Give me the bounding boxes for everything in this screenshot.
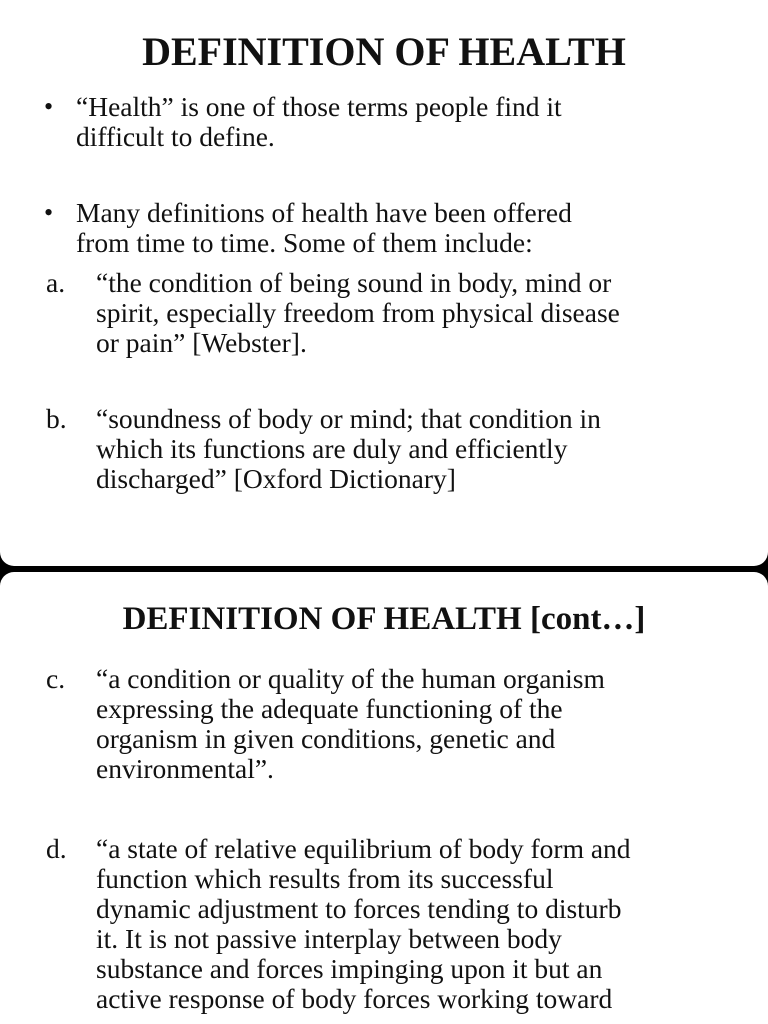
slide-1-title: DEFINITION OF HEALTH <box>142 29 626 74</box>
slide-2-title: DEFINITION OF HEALTH [cont…] <box>122 601 646 637</box>
definition-text: “soundness of body or mind; that condition in which its functions are duly and efficiently discharged” [Oxford Dictionary] <box>96 403 601 494</box>
definition-letter: d. <box>46 833 67 864</box>
slide-2 <box>0 572 768 1024</box>
bullet-text: “Health” is one of those terms people find it difficult to define. <box>76 91 562 152</box>
definition-letter: c. <box>46 663 66 694</box>
definition-text: “a condition or quality of the human organism expressing the adequate functioning of the organism in given conditions, genetic and environmental”. <box>96 663 605 784</box>
definition-letter: b. <box>46 403 67 434</box>
bullet-text: Many definitions of health have been offered from time to time. Some of them include: <box>76 197 572 258</box>
bullet-marker: • <box>44 198 54 227</box>
bullet-marker: • <box>44 92 54 121</box>
definition-letter: a. <box>46 267 66 298</box>
definition-text: “the condition of being sound in body, mind or spirit, especially freedom from physical disease or pain” [Webster]. <box>96 267 620 358</box>
definition-text: “a state of relative equilibrium of body form and function which results from its successful dynamic adjustment to forces tending to disturb it. It is not passive interplay between body substance and forces impinging upon it but an active response of body forces working toward <box>96 833 631 1014</box>
